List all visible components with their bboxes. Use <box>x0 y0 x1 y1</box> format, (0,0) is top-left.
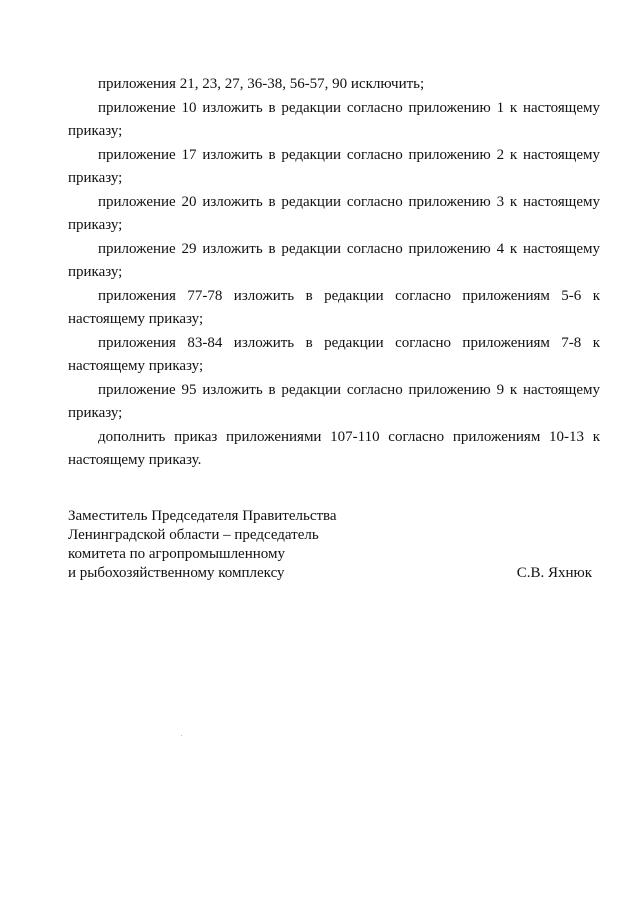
signatory-position-line: комитета по агропромышленному <box>68 546 285 562</box>
paragraph-appendix-83-84: приложения 83-84 изложить в редакции согласно приложениям 7-8 к настоящему приказу; <box>68 334 600 374</box>
signatory-name: С.В. Яхнюк <box>516 565 592 581</box>
paragraph-appendix-10: приложение 10 изложить в редакции согласно приложению 1 к настоящему приказу; <box>68 99 600 139</box>
paragraph-appendix-17: приложение 17 изложить в редакции согласно приложению 2 к настоящему приказу; <box>68 146 600 186</box>
signature-block <box>68 507 600 583</box>
paragraph-appendix-20: приложение 20 изложить в редакции согласно приложению 3 к настоящему приказу; <box>68 193 600 233</box>
paragraph-exclusions: приложения 21, 23, 27, 36-38, 56-57, 90 исключить; <box>98 76 425 92</box>
paragraph-appendix-95: приложение 95 изложить в редакции согласно приложению 9 к настоящему приказу; <box>68 381 600 421</box>
signatory-position-line: Заместитель Председателя Правительства <box>68 508 337 524</box>
signatory-position-line: и рыбохозяйственному комплексу <box>68 565 285 581</box>
paragraph-appendix-77-78: приложения 77-78 изложить в редакции согласно приложениям 5-6 к настоящему приказу; <box>68 287 600 327</box>
paragraph-appendix-29: приложение 29 изложить в редакции согласно приложению 4 к настоящему приказу; <box>68 240 600 280</box>
scan-speck <box>181 735 182 736</box>
document-body <box>68 73 600 473</box>
signatory-position-line: Ленинградской области – председатель <box>68 527 319 543</box>
paragraph-add-appendices: дополнить приказ приложениями 107-110 согласно приложениям 10-13 к настоящему приказу. <box>68 428 600 468</box>
